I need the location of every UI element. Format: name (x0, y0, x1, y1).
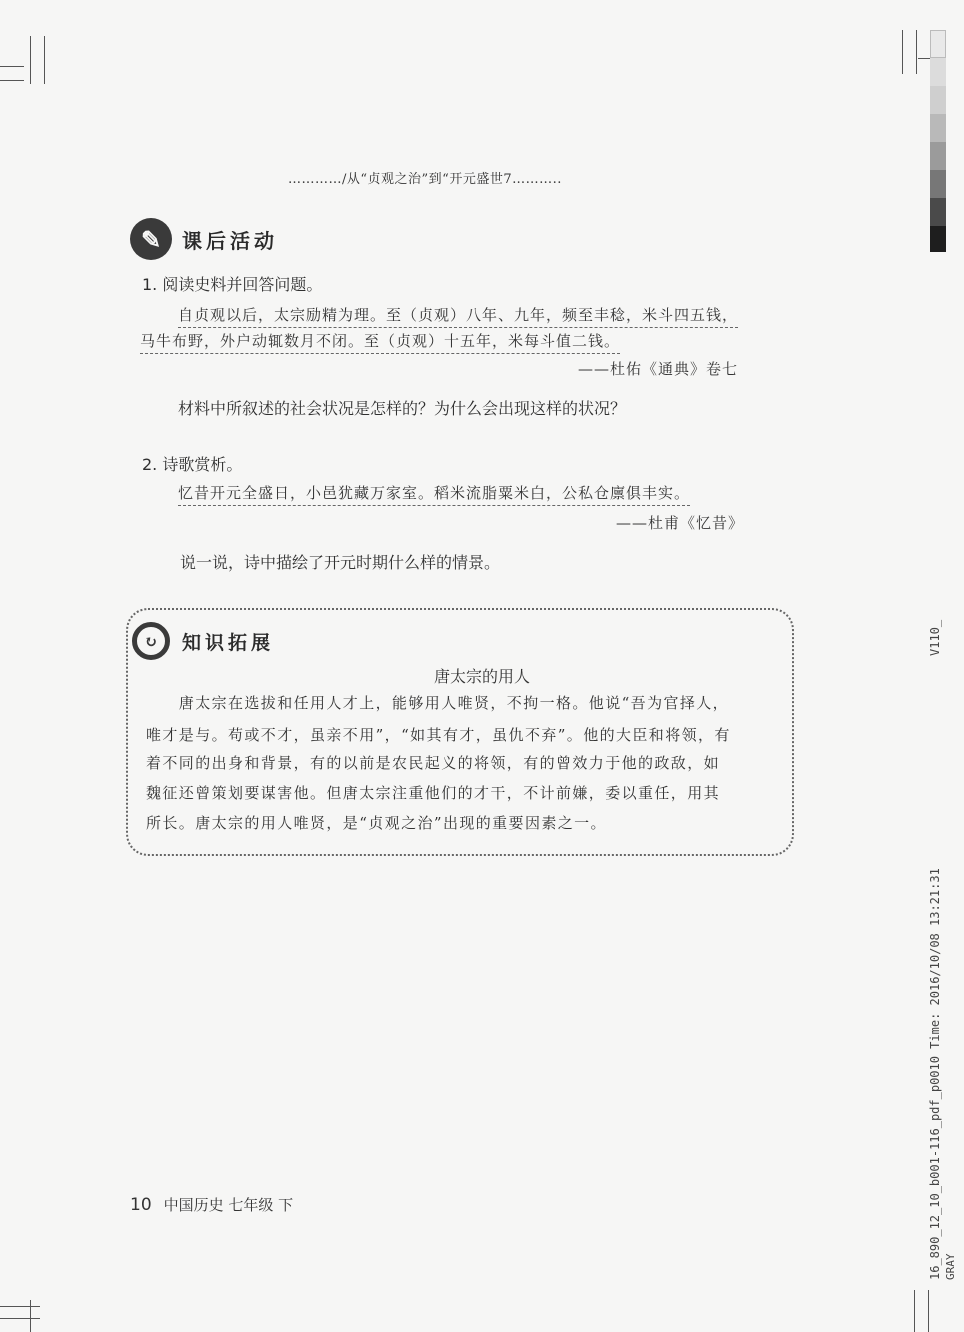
book-title: 中国历史 七年级 下 (163, 1196, 294, 1214)
page-footer (130, 1194, 293, 1215)
crop-mark (902, 30, 903, 74)
q1-source: ——杜佑《通典》卷七 (578, 360, 739, 378)
q2-quote: 忆昔开元全盛日，小邑犹藏万家室。稻米流脂粟米白，公私仓廪俱丰实。 (178, 482, 690, 506)
refresh-arrow-icon: ↻ (132, 622, 170, 660)
knowledge-subtitle: 唐太宗的用人 (433, 667, 530, 686)
margin-code: V110_ (928, 619, 942, 656)
crop-mark (44, 36, 45, 84)
q2-prompt: 说一说，诗中描绘了开元时期什么样的情景。 (180, 553, 501, 572)
q1-prompt: 材料中所叙述的社会状况是怎样的？为什么会出现这样的状况？ (178, 399, 627, 418)
crop-mark (0, 1306, 40, 1307)
gray-scale-bar (930, 30, 946, 252)
crop-mark (30, 1300, 31, 1332)
running-header: …………/从“贞观之治”到“开元盛世7……….. (288, 172, 562, 187)
crop-mark (0, 80, 24, 81)
q2-source: ——杜甫《忆昔》 (616, 514, 745, 532)
print-info: 16_890_12_10_b001-116_pdf_p0010 Time: 2016/10/08 13:21:31 (928, 868, 942, 1280)
knowledge-line: 着不同的出身和背景，有的以前是农民起义的将领，有的曾效力于他的政敌，如 (146, 754, 721, 772)
knowledge-line: 唯才是与。苟或不才，虽亲不用”，“如其有才，虽仇不弃”。他的大臣和将领，有 (146, 726, 731, 744)
crop-mark (0, 66, 24, 67)
q1-quote-line-2: 马牛布野，外户动辄数月不闭。至（贞观）十五年，米每斗值二钱。 (140, 330, 620, 354)
crop-mark (928, 1290, 929, 1332)
question-2-label: 2. 诗歌赏析。 (142, 455, 243, 474)
gray-label: GRAY (944, 1253, 957, 1280)
knowledge-title-label: 知识拓展 (182, 631, 275, 654)
knowledge-line: 唐太宗在选拔和任用人才上，能够用人唯贤，不拘一格。他说“吾为官择人， (146, 694, 730, 712)
section-title (130, 218, 278, 260)
knowledge-line: 所长。唐太宗的用人唯贤，是“贞观之治”出现的重要因素之一。 (146, 814, 607, 832)
crop-mark (0, 1318, 40, 1319)
q1-quote-line-1: 自贞观以后，太宗励精为理。至（贞观）八年、九年，频至丰稔，米斗四五钱， (178, 304, 738, 328)
knowledge-line: 魏征还曾策划要谋害他。但唐太宗注重他们的才干，不计前嫌，委以重任，用其 (146, 784, 721, 802)
section-title-label: 课后活动 (182, 228, 278, 253)
crop-mark (914, 1290, 915, 1332)
crop-mark (916, 30, 917, 74)
pen-nib-icon: ✎ (130, 218, 172, 260)
question-1-label: 1. 阅读史料并回答问题。 (142, 275, 323, 294)
page-number: 10 (130, 1195, 152, 1215)
crop-mark (30, 36, 31, 84)
knowledge-title (132, 622, 274, 660)
